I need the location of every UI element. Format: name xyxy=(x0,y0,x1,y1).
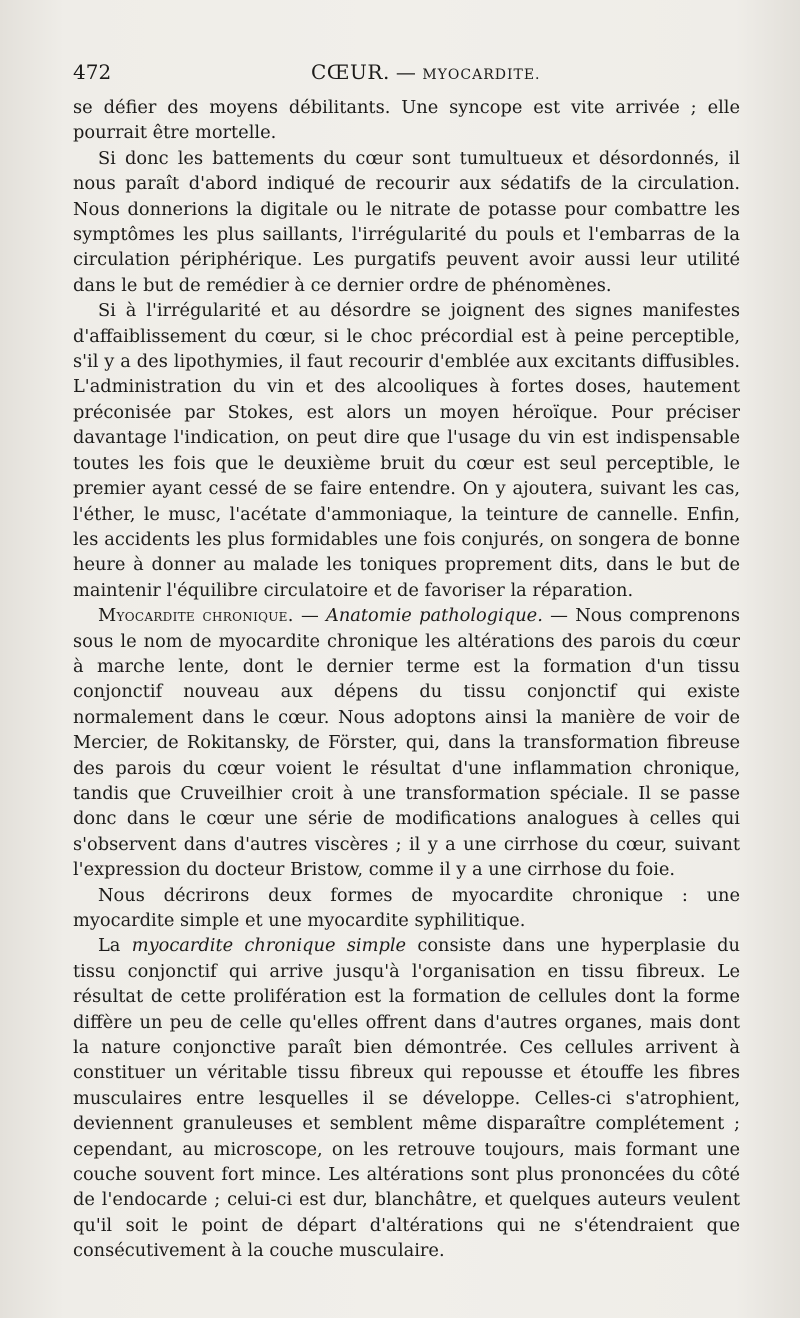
title-sub: MYOCARDITE. xyxy=(422,67,541,83)
running-header xyxy=(73,60,740,90)
heading-dash: — xyxy=(293,605,326,627)
paragraph-1: se défier des moyens débilitants. Une syncope est vite arrivée ; elle pourrait être mortelle. xyxy=(73,97,740,144)
paragraph-4 xyxy=(73,603,740,882)
section-heading: Myocardite chronique. xyxy=(98,605,294,627)
section-subheading: Anatomie pathologique. xyxy=(326,605,543,627)
paragraph-6-lead: La xyxy=(98,935,132,957)
paragraph-3: Si à l'irrégularité et au désordre se joignent des signes manifestes d'affaiblissement du cœur, si le choc précordial est à peine perceptible, s'il y a des lipothymies, il faut recourir d'emblée aux excitants diffusibles. L'administration du vin et des alcooliques à fortes doses, hautement préconisée par Stokes, est alors un moyen héroïque. Pour préciser davantage l'indication, on peut dire que l'usage du vin est indispensable toutes les fois que le deuxième bruit du cœur est seul perceptible, le premier ayant cessé de se faire entendre. On y ajoutera, suivant les cas, l'éther, le musc, l'acétate d'ammoniaque, la teinture de cannelle. Enfin, les accidents les plus formidables une fois conjurés, on songera de bonne heure à donner au malade les toniques proprement dits, dans le but de maintenir l'équilibre circulatoire et de favoriser la réparation. xyxy=(73,300,740,601)
body-text xyxy=(73,95,740,1264)
paragraph-2: Si donc les battements du cœur sont tumultueux et désordonnés, il nous paraît d'abord indiqué de recourir aux sédatifs de la circulation. Nous donnerions la digitale ou le nitrate de potasse pour combattre les symptômes les plus saillants, l'irrégularité du pouls et l'embarras de la circulation périphérique. Les purgatifs peuvent avoir aussi leur utilité dans le but de remédier à ce dernier ordre de phénomènes. xyxy=(73,147,740,296)
paragraph-6 xyxy=(73,933,740,1263)
running-title xyxy=(311,60,541,84)
paragraph-6-text: consiste dans une hyperplasie du tissu conjonctif qui arrive jusqu'à l'organisation en tissu fibreux. Le résultat de cette prolifération est la formation de cellules dont la forme diffère un peu de celle qu'elles offrent dans d'autres organes, mais dont la nature conjonctive paraît bien démontrée. Ces cellules arrivent à constituer un véritable tissu fibreux qui repousse et étouffe les fibres musculaires entre lesquelles il se développe. Celles-ci s'atrophient, deviennent granuleuses et semblent même disparaître complétement ; cependant, au microscope, on les retrouve toujours, mais formant une couche souvent fort mince. Les altérations sont plus prononcées du côté de l'endocarde ; celui-ci est dur, blanchâtre, et quelques auteurs veulent qu'il soit le point de départ d'altérations qui ne s'étendraient que consécutivement à la couche musculaire. xyxy=(73,935,740,1262)
term-italic: myocardite chronique simple xyxy=(131,935,407,957)
paragraph-4-text: Nous comprenons sous le nom de myocardite chronique les altérations des parois du cœur à marche lente, dont le dernier terme est la formation d'un tissu conjonctif nouveau aux dépens du tissu conjonctif qui existe normalement dans le cœur. Nous adoptons ainsi la manière de voir de Mercier, de Rokitansky, de Förster, qui, dans la transformation fibreuse des parois du cœur voient le résultat d'une inflammation chronique, tandis que Cruveilhier croit à une transformation spéciale. Il se passe donc dans le cœur une série de modifications analogues à celles qui s'observent dans d'autres viscères ; il y a une cirrhose du cœur, suivant l'expression du docteur Bristow, comme il y a une cirrhose du foie. xyxy=(73,605,740,881)
subheading-dash: — xyxy=(542,605,576,627)
paragraph-5: Nous décrirons deux formes de myocardite chronique : une myocardite simple et une myocardite syphilitique. xyxy=(73,884,740,931)
page-number: 472 xyxy=(73,60,112,84)
title-main: CŒUR. xyxy=(311,60,390,84)
title-separator: — xyxy=(395,60,417,84)
